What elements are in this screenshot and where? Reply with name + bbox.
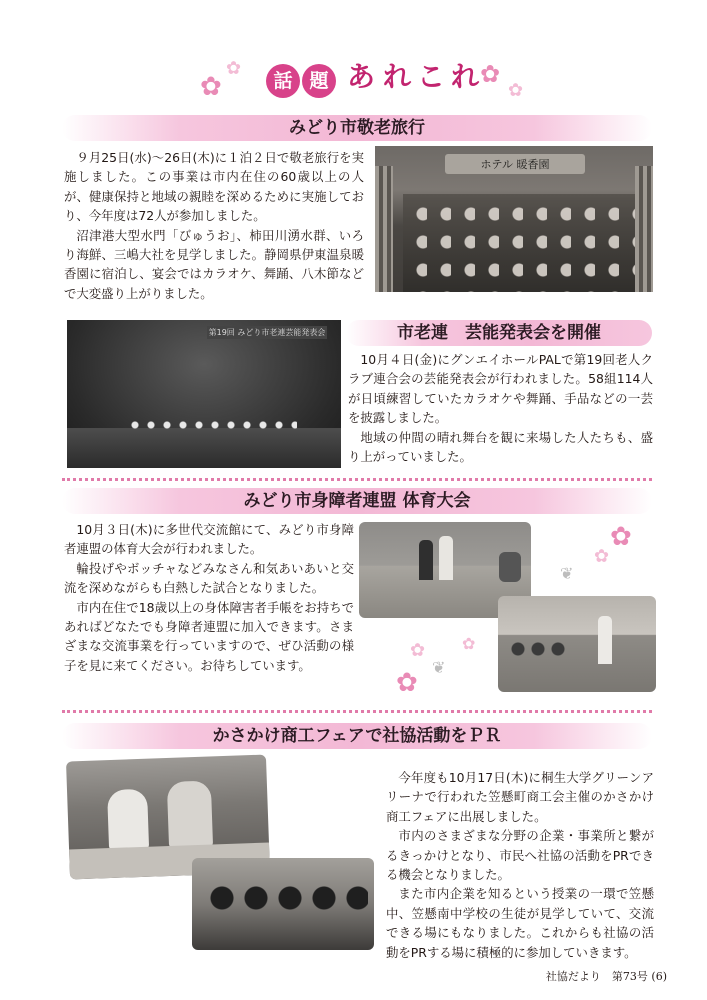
hotel-sign: ホテル 暖香園	[445, 154, 585, 174]
section-title-keiro-trip: みどり市敬老旅行	[62, 115, 652, 141]
paragraph: 10月３日(木)に多世代交流館にて、みどり市身障者連盟の体育大会が行われました。	[64, 522, 354, 557]
maple-leaf-icon: ✿	[508, 80, 524, 101]
banner-char: れ	[382, 60, 411, 93]
section-title-sports-meet: みどり市身障者連盟 体育大会	[62, 488, 652, 514]
maple-leaf-icon: ✿	[480, 60, 501, 88]
maple-leaf-icon: ✿	[396, 668, 418, 698]
maple-leaf-icon: ✿	[610, 522, 632, 552]
paragraph: また市内企業を知るという授業の一環で笠懸中、笠懸南中学校の生徒が見学していて、交流できる場にもなりました。これからも社協の活動をPRする場に積極的に参加していきます。	[386, 886, 654, 960]
section-body-commerce-fair	[386, 768, 654, 962]
paragraph: 輪投げやボッチャなどみなさん和気あいあいと交流を深めながらも白熱した試合となりました。	[64, 560, 354, 596]
maple-leaf-icon: ✿	[594, 546, 610, 567]
maple-leaf-icon: ✿	[462, 634, 476, 653]
maple-leaf-icon: ✿	[200, 72, 222, 102]
banner-char: あ	[346, 60, 375, 93]
section-body-sports-meet	[64, 520, 354, 675]
banner-char: 話	[266, 64, 300, 98]
paragraph: 沼津港大型水門「びゅうお」、柿田川湧水群、いろり海鮮、三嶋大社を見学しました。静岡県伊東温泉暖香園に宿泊し、宴会ではカラオケ、舞踊、八木節などで大変盛り上がりました。	[64, 227, 364, 301]
fair-photo-students	[192, 858, 374, 950]
paragraph: 10月４日(金)にグンエイホールPALで第19回老人クラブ連合会の芸能発表会が行われました。58組114人が日頃練習していたカラオケや舞踊、手品などの一芸を披露しました。	[348, 352, 653, 426]
section-title-performance: 市老連 芸能発表会を開催	[346, 320, 652, 346]
ginkgo-leaf-icon: ❦	[560, 564, 574, 583]
group-photo-hotel	[375, 146, 653, 292]
banner-char: れ	[450, 60, 479, 93]
paragraph: 市内在住で18歳以上の身体障害者手帳をお持ちであればどなたでも身障者連盟に加入できます。さまざまな交流事業を行っていますので、ぜひ活動の様子を見に来てください。お待ちしています。	[64, 599, 354, 673]
banner-char: こ	[416, 60, 445, 93]
section-title-commerce-fair: かさかけ商工フェアで社協活動をＰＲ	[62, 723, 652, 749]
stage-photo-performance	[67, 320, 341, 468]
paragraph: 市内のさまざまな分野の企業・事業所と繋がるきっかけとなり、市民へ社協の活動をPRできる機会となりました。	[386, 828, 654, 883]
section-divider	[62, 710, 652, 713]
maple-leaf-icon: ✿	[410, 640, 426, 661]
page-footer: 社協だより 第73号 (6)	[545, 970, 667, 983]
section-body-performance	[348, 350, 653, 466]
banner-char: 題	[302, 64, 336, 98]
ginkgo-leaf-icon: ❦	[432, 658, 446, 677]
stage-banner: 第19回 みどり市老連芸能発表会	[208, 328, 326, 337]
section-divider	[62, 478, 652, 481]
sports-photo-boccia	[498, 596, 656, 692]
maple-leaf-icon: ✿	[226, 58, 242, 79]
paragraph: 今年度も10月17日(木)に桐生大学グリーンアリーナで行われた笠懸町商工会主催のかさかけ商工フェアに出展しました。	[386, 770, 654, 824]
paragraph: 地域の仲間の晴れ舞台を観に来場した人たちも、盛り上がっていました。	[348, 429, 653, 465]
paragraph: ９月25日(水)～26日(木)に１泊２日で敬老旅行を実施しました。この事業は市内在住の60歳以上の人が、健康保持と地域の親睦を深めるために実施しており、今年度は72人が参加しました。	[64, 150, 364, 224]
section-body-keiro-trip	[64, 148, 364, 303]
